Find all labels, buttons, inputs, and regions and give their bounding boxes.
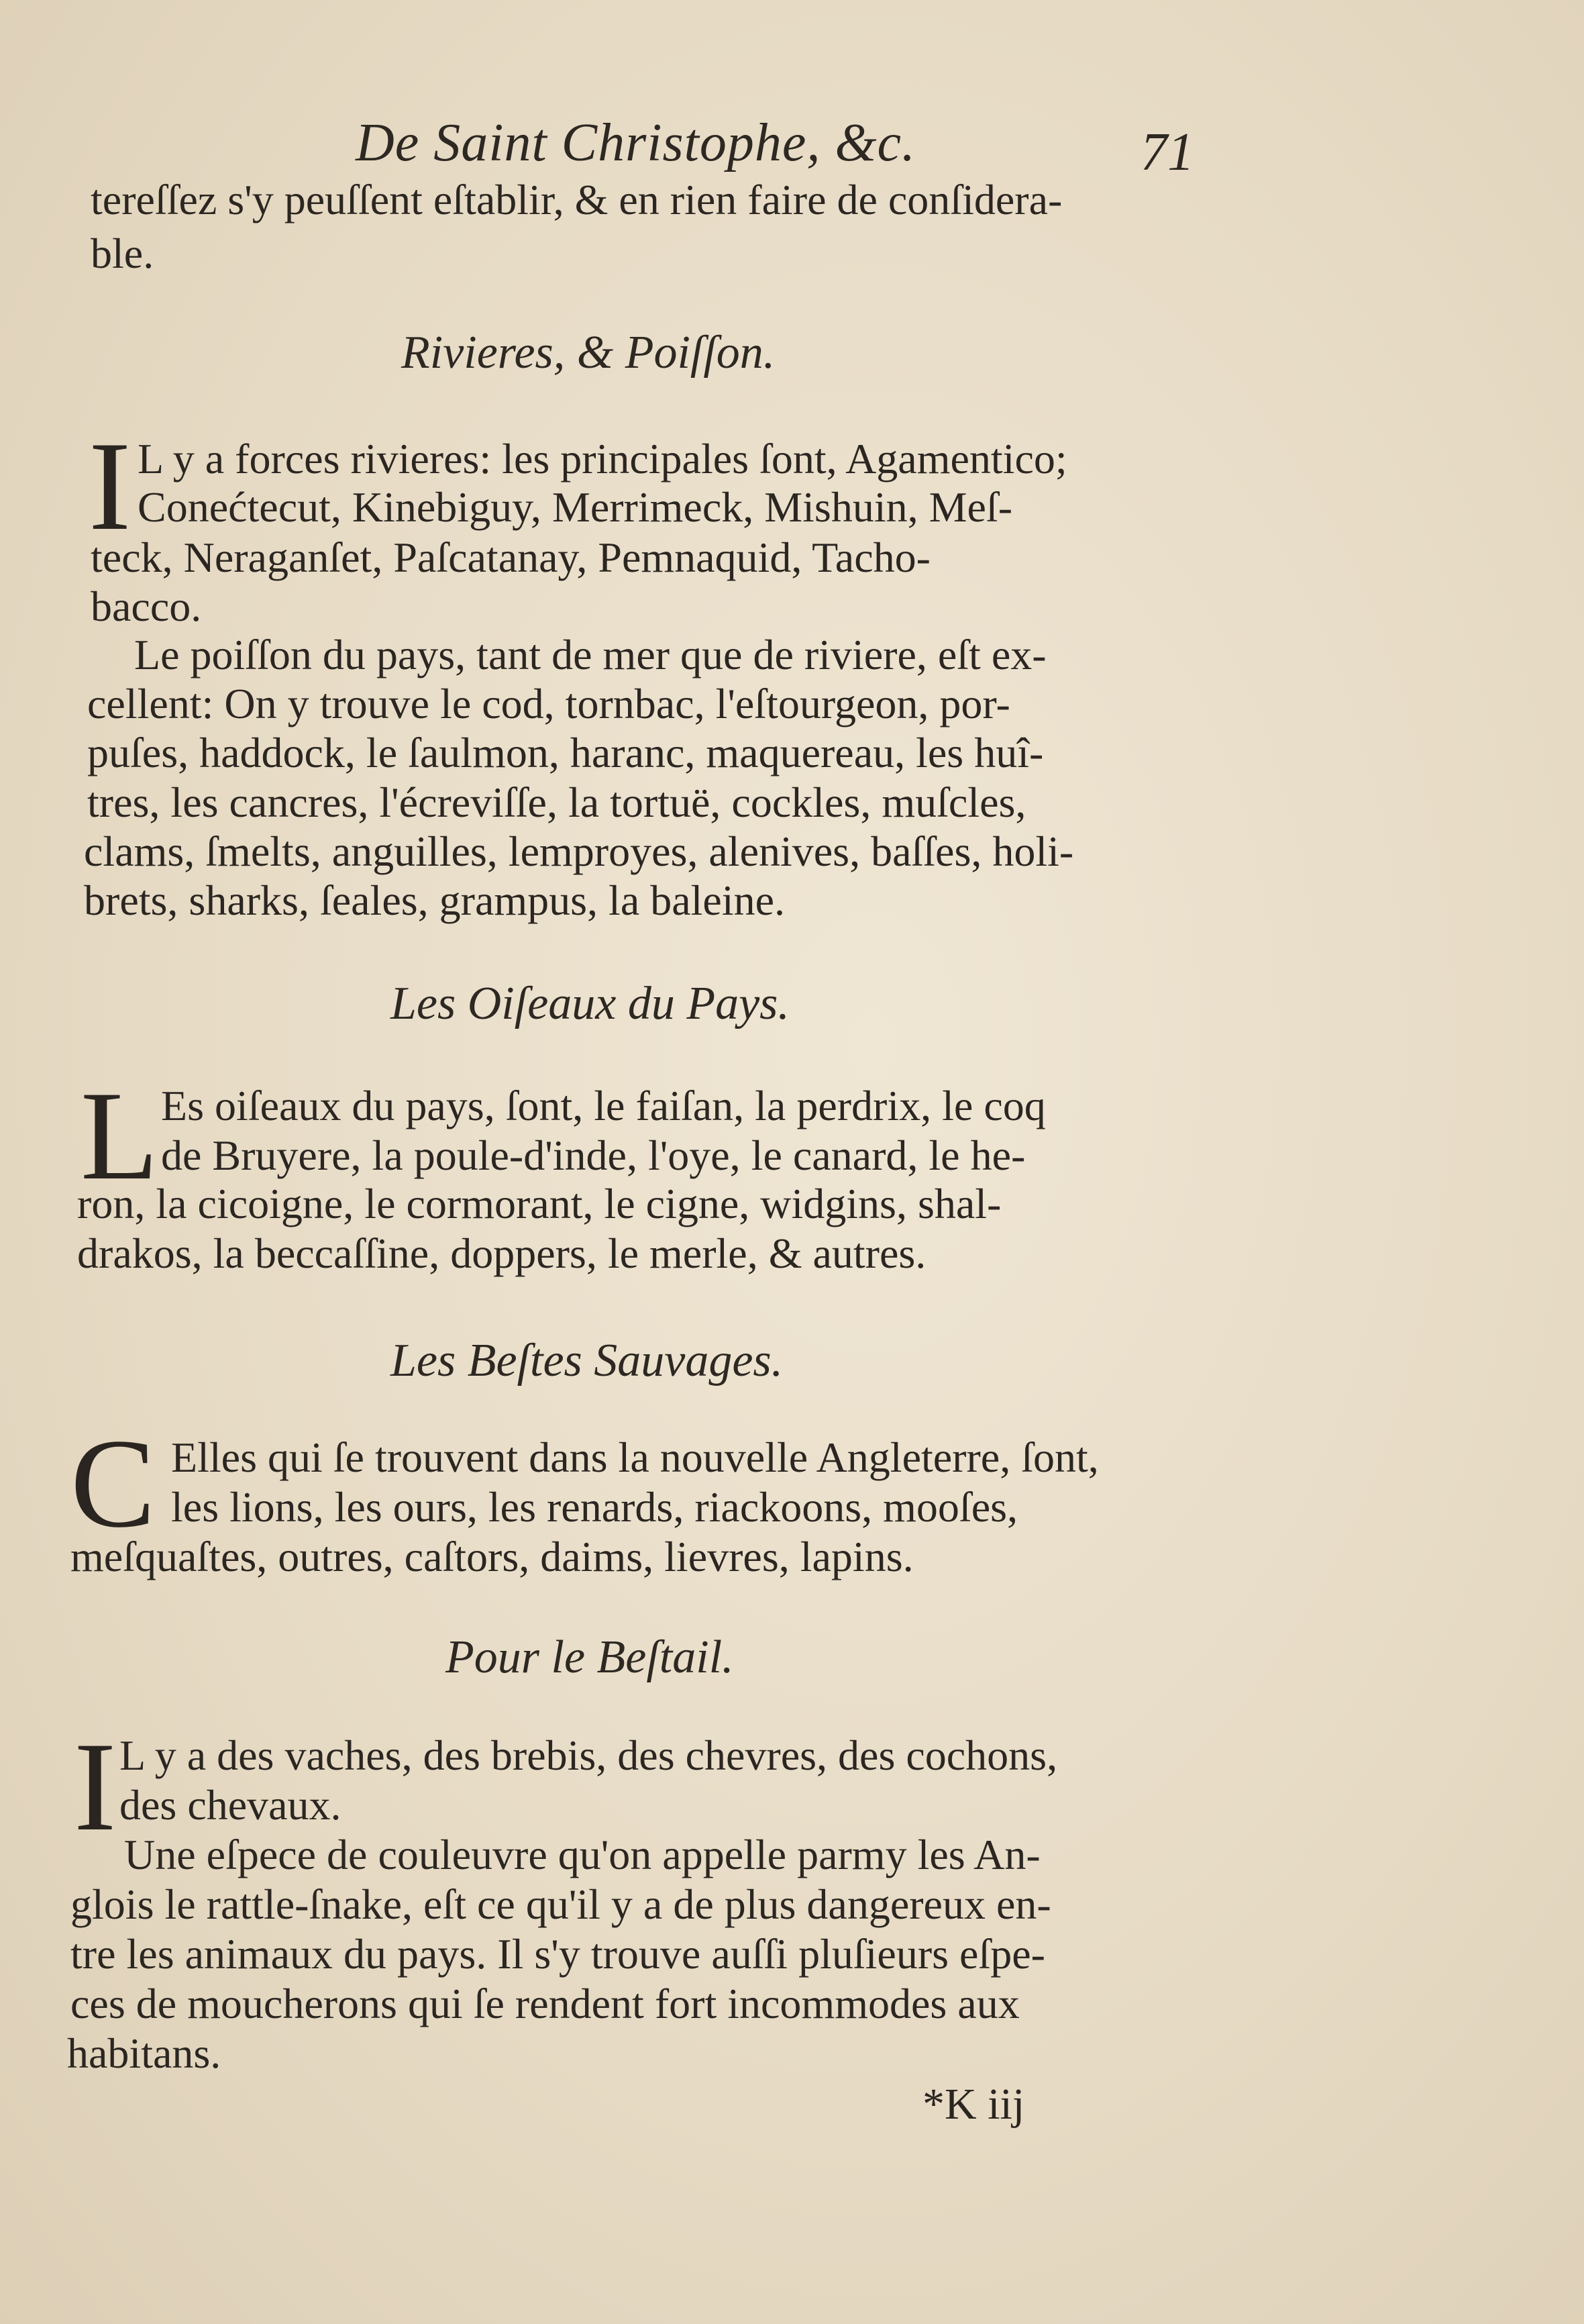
text-line: Elles qui ſe trouvent dans la nouvelle Angleterre, ſont,	[171, 1433, 1099, 1481]
text-line: glois le rattle-ſnake, eſt ce qu'il y a de plus dangereux en-	[70, 1880, 1051, 1928]
drop-cap: L	[81, 1066, 159, 1207]
text-line: tereſſez s'y peuſſent eſtablir, & en rien faire de conſidera-	[91, 176, 1063, 223]
text-line: Es oiſeaux du pays, ſont, le faiſan, la perdrix, le coq	[161, 1082, 1046, 1129]
text-line: habitans.	[67, 2029, 221, 2077]
text-line: de Bruyere, la poule-d'inde, l'oye, le canard, le he-	[161, 1131, 1026, 1179]
text-line: ron, la cicoigne, le cormorant, le cigne, widgins, shal-	[77, 1180, 1002, 1227]
text-line: Le poiſſon du pays, tant de mer que de riviere, eſt ex-	[134, 631, 1047, 678]
text-line: brets, sharks, ſeales, grampus, la baleine.	[84, 876, 785, 924]
drop-cap: I	[74, 1717, 117, 1858]
text-line: ces de moucherons qui ſe rendent fort incommodes aux	[70, 1980, 1020, 2027]
text-line: des chevaux.	[119, 1781, 341, 1829]
section-heading: Les Oiſeaux du Pays.	[390, 978, 790, 1029]
section-heading: Pour le Beſtail.	[445, 1631, 734, 1683]
text-line: les lions, les ours, les renards, riackoons, mooſes,	[171, 1483, 1018, 1531]
text-line: L y a forces rivieres: les principales ſont, Agamentico;	[138, 435, 1067, 483]
text-line: cellent: On y trouve le cod, tornbac, l'eſtourgeon, por-	[87, 680, 1010, 727]
drop-cap: I	[89, 416, 131, 557]
section-heading: Rivieres, & Poiſſon.	[401, 327, 776, 378]
text-line: Une eſpece de couleuvre qu'on appelle parmy les An-	[124, 1831, 1041, 1878]
text-line: bacco.	[91, 583, 202, 630]
text-line: tre les animaux du pays. Il s'y trouve auſſi pluſieurs eſpe-	[70, 1930, 1045, 1978]
drop-cap: C	[70, 1413, 156, 1554]
text-line: Conećtecut, Kinebiguy, Merrimeck, Mishuin, Meſ-	[138, 483, 1012, 531]
text-line: L y a des vaches, des brebis, des chevres, des cochons,	[119, 1731, 1058, 1779]
signature-mark: *K iij	[922, 2080, 1025, 2129]
text-line: meſquaſtes, outres, caſtors, daims, lievres, lapins.	[70, 1533, 914, 1580]
section-heading: Les Beſtes Sauvages.	[390, 1335, 784, 1386]
text-line: puſes, haddock, le ſaulmon, haranc, maquereau, les huî-	[87, 729, 1044, 776]
text-line: tres, les cancres, l'écreviſſe, la tortuë, cockles, muſcles,	[87, 778, 1026, 826]
page-number: 71	[1141, 123, 1194, 182]
text-line: clams, ſmelts, anguilles, lemproyes, alenives, baſſes, holi-	[84, 827, 1074, 875]
running-head: De Saint Christophe, &c.	[356, 113, 916, 172]
text-line: teck, Neraganſet, Paſcatanay, Pemnaquid, Tacho-	[91, 534, 931, 581]
text-line: drakos, la beccaſſine, doppers, le merle, & autres.	[77, 1229, 927, 1277]
text-line: ble.	[91, 230, 154, 277]
